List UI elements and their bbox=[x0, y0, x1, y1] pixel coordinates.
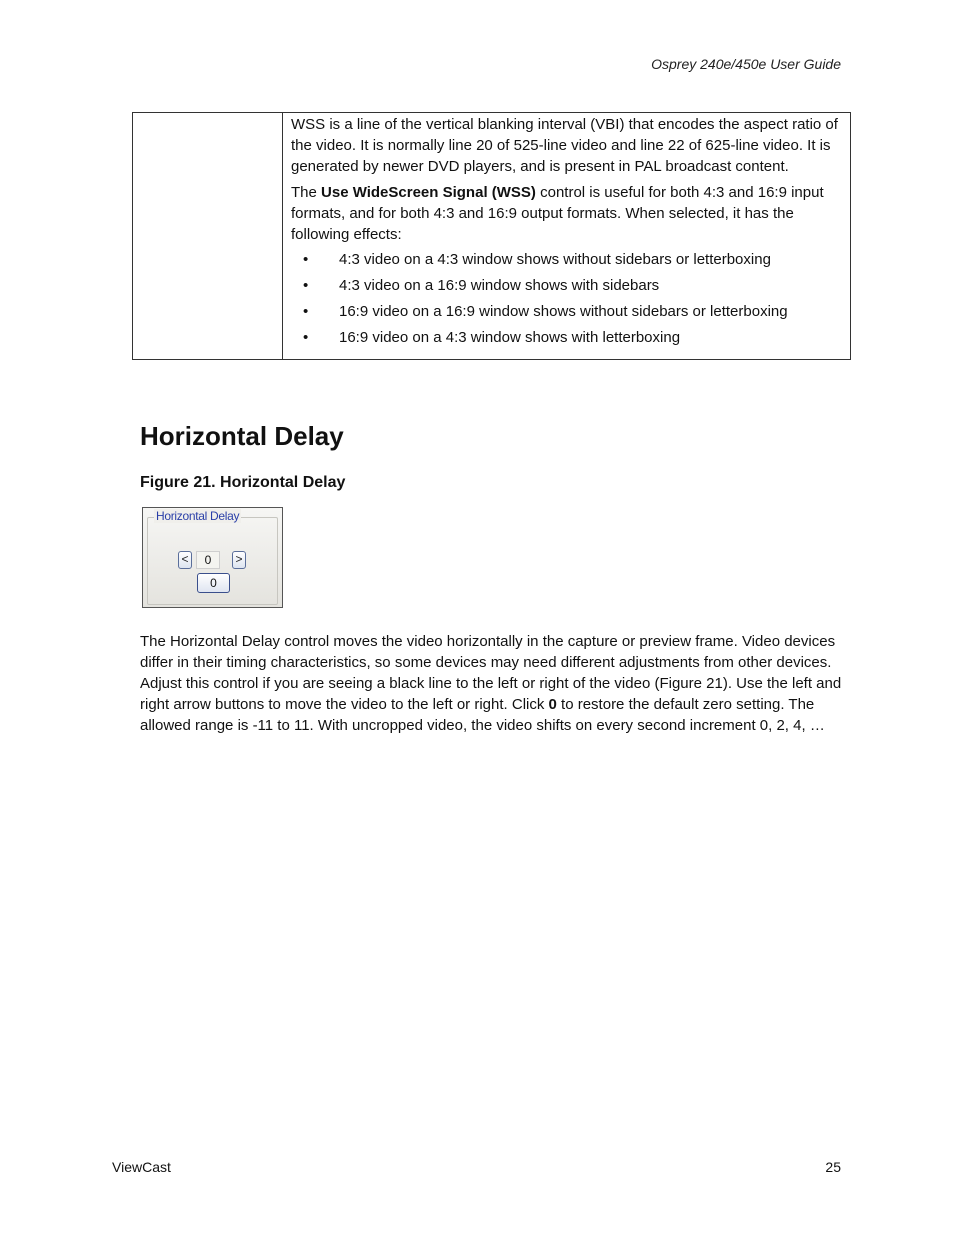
section-heading: Horizontal Delay bbox=[140, 421, 344, 451]
reset-value-bold: 0 bbox=[548, 696, 557, 713]
left-arrow-button[interactable]: < bbox=[178, 551, 192, 569]
table-row bbox=[133, 113, 851, 360]
list-item: • 16:9 video on a 16:9 window shows without sidebars or letterboxing bbox=[331, 302, 844, 322]
running-header: Osprey 240e/450e User Guide bbox=[651, 56, 841, 72]
horizontal-delay-figure bbox=[142, 507, 283, 608]
list-item: • 16:9 video on a 4:3 window shows with letterboxing bbox=[331, 328, 844, 348]
page-number: 25 bbox=[825, 1159, 841, 1175]
effects-list bbox=[291, 250, 844, 348]
list-item: • 4:3 video on a 4:3 window shows without sidebars or letterboxing bbox=[331, 250, 844, 270]
horizontal-delay-description: The Horizontal Delay control moves the video horizontally in the capture or preview frame. Video devices differ in their timing characteristics, so some devices may need different adjustments from other devices. Adjust this control if you are seeing a black line to the left or right of the video (Figure 21). Use the left and right arrow buttons to move the video to the left or right. Click 0 to restore the default zero setting. The allowed range is -11 to 11. With uncropped video, the video shifts on every second increment 0, 2, 4, … bbox=[140, 633, 842, 734]
wss-control-description: The Use WideScreen Signal (WSS) control is useful for both 4:3 and 16:9 input formats, and for both 4:3 and 16:9 output formats. When selected, it has the following effects: bbox=[291, 184, 824, 243]
wss-table bbox=[132, 112, 851, 360]
wss-control-name: Use WideScreen Signal (WSS) bbox=[321, 184, 536, 201]
delay-value-field: 0 bbox=[196, 551, 220, 569]
wss-definition: WSS is a line of the vertical blanking interval (VBI) that encodes the aspect ratio of the video. It is normally line 20 of 525-line video and line 22 of 625-line video. It is generated by newer DVD players, and is present in PAL broadcast content. bbox=[291, 116, 838, 175]
figure-caption: Figure 21. Horizontal Delay bbox=[140, 474, 346, 491]
list-item: • 4:3 video on a 16:9 window shows with sidebars bbox=[331, 276, 844, 296]
table-label-cell bbox=[133, 113, 283, 360]
table-description-cell bbox=[283, 113, 851, 360]
reset-zero-button[interactable]: 0 bbox=[197, 573, 230, 593]
footer-company: ViewCast bbox=[112, 1159, 171, 1175]
groupbox-label: Horizontal Delay bbox=[156, 509, 240, 523]
right-arrow-button[interactable]: > bbox=[232, 551, 246, 569]
